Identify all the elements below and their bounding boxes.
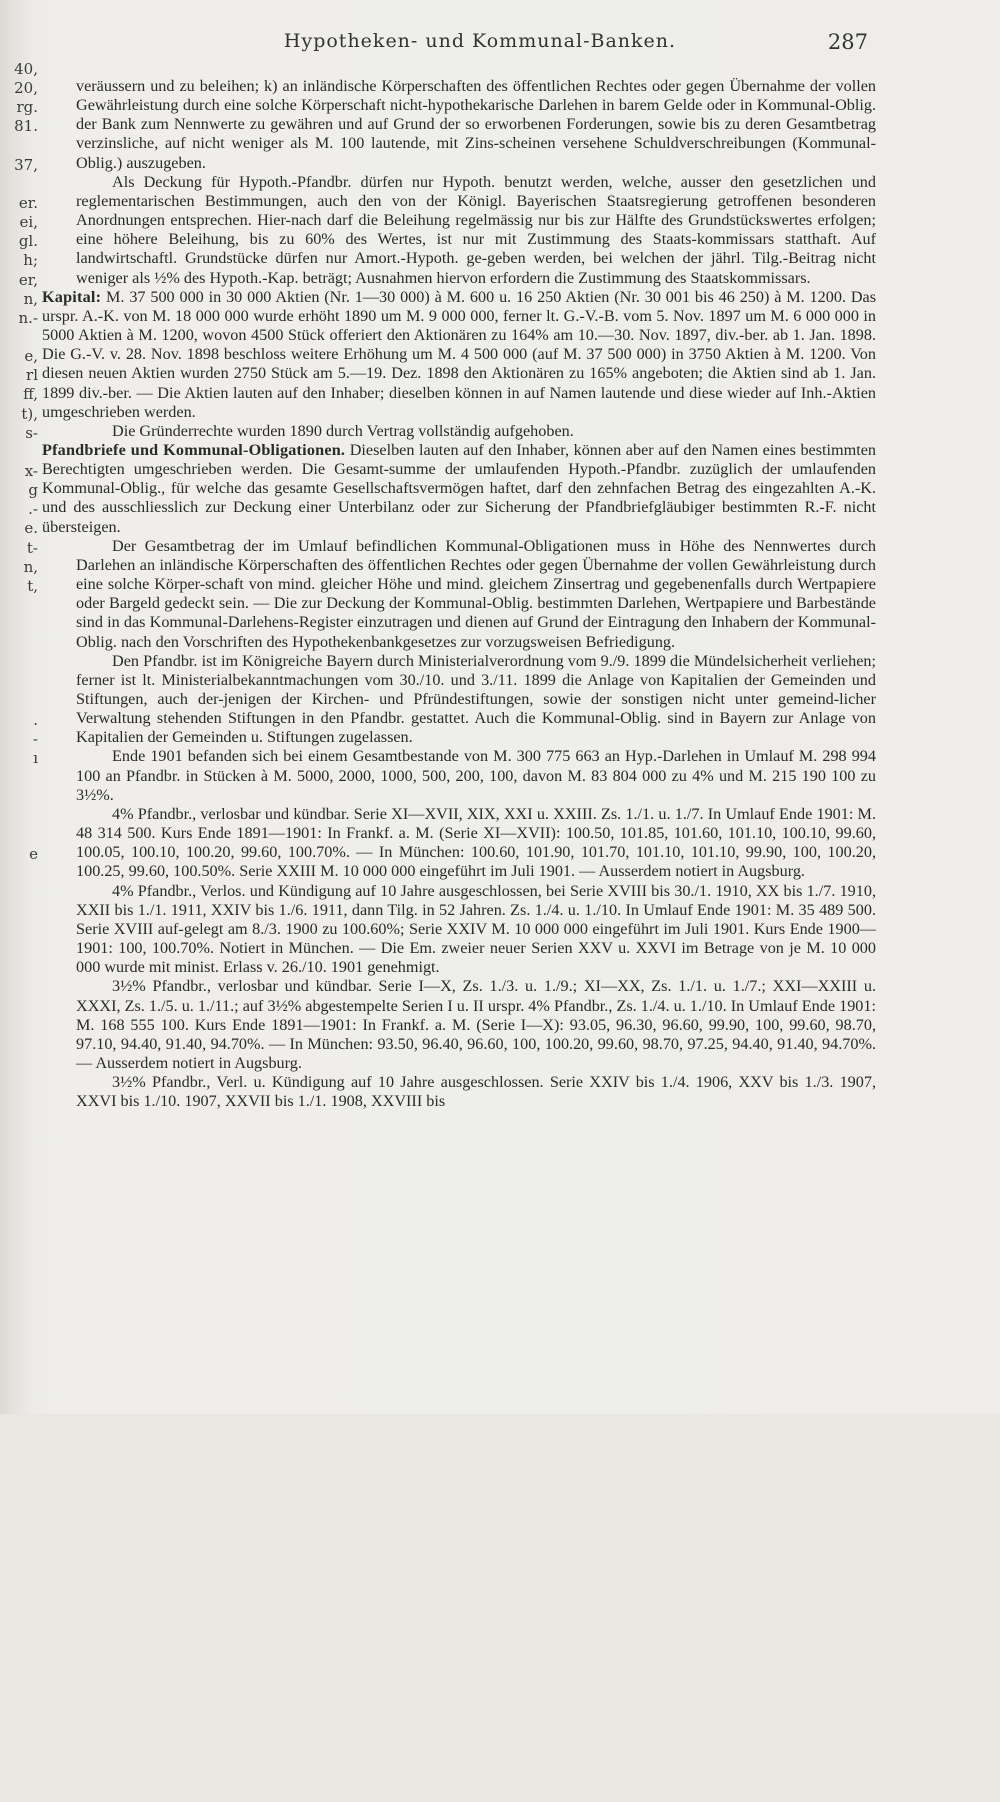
margin-fragment: g — [28, 481, 38, 500]
paragraph — [76, 537, 876, 652]
margin-fragment — [0, 692, 42, 711]
margin-fragment — [0, 1496, 42, 1515]
margin-fragment: er, — [18, 270, 38, 289]
paragraph-text: M. 37 500 000 in 30 000 Aktien (Nr. 1—30 000) à M. 600 u. 16 250 Aktien (Nr. 30 001 bis 46 250) à M. 1200. Das urspr. A.-K. von M. 18 000 000 wurde erhöht 1890 um M. 9 000 000, ferner lt. G.-V.-B. vom 5. Nov. 1897 um M. 6 000 000 in 5000 Aktien à M. 1200, wovon 4500 Stück offeriert den Aktionären zu 164% am 10.—30. Nov. 1897, div.-ber. ab 1. Jan. 1898. Die G.-V. v. 28. Nov. 1898 beschloss weitere Erhöhung um M. 4 500 000 (auf M. 37 500 000) in 3750 Aktien à M. 1200. Von diesen neuen Aktien wurden 2750 Stück am 5.—19. Dez. 1898 den Aktionären zu 165% angeboten; die Aktien sind ab 1. Jan. 1899 div.-ber. — Die Aktien lauten auf den Inhaber; dieselben können in auf Namen lautende und diese wieder auf Inh.-Aktien umgeschrieben werden. — [42, 287, 876, 421]
margin-fragment: rg. — [16, 98, 38, 117]
margin-fragment: 40, — [14, 60, 38, 78]
margin-fragment: n.- — [18, 308, 38, 327]
margin-fragment — [0, 1362, 42, 1381]
margin-fragment — [0, 1649, 42, 1668]
margin-fragment — [0, 1572, 42, 1591]
margin-fragment — [0, 768, 42, 787]
margin-fragment — [0, 921, 42, 940]
margin-fragment: s- — [25, 423, 38, 442]
margin-fragment — [0, 1381, 42, 1400]
margin-fragment: ff, — [23, 385, 38, 404]
paragraph-text: 3½% Pfandbr., verlosbar und kündbar. Serie I—X, Zs. 1./3. u. 1./9.; XI—XX, Zs. 1./1. u. 1./7.; XXI—XXIII u. XXXI, Zs. 1./5. u. 1./11.; auf 3½% abgestempelte Serien I u. II urspr. 4% Pfandbr., Zs. 1./4. u. 1./10. In Umlauf Ende 1901: M. 168 555 100. Kurs Ende 1891—1901: In Frankf. a. M. (Serie I—X): 93.05, 96.30, 96.60, 99.90, 100, 99.60, 98.70, 97.10, 94.40, 91.40, 94.70%. — In München: 93.50, 96.40, 96.60, 100, 100.20, 99.60, 98.70, 97.25, 94.40, 91.40, 94.70%. — Ausserdem notiert in Augsburg. — [76, 977, 876, 1072]
paragraph-text: 4% Pfandbr., Verlos. und Kündigung auf 10 Jahre ausgeschlossen, bei Serie XVIII bis 30./1. 1910, XX bis 1./7. 1910, XXII bis 1./1. 1911, XXIV bis 1./6. 1911, dann Tilg. in 52 Jahren. Zs. 1./4. u. 1./10. In Umlauf Ende 1901: M. 35 489 500. Serie XVIII auf-gelegt am 8./3. 1900 zu 100.60%; Serie XXIV M. 10 000 000 eingeführt im Juli 1901. Kurs Ende 1900—1901: 100, 100.70%. Notiert in München. — Die Em. zweier neuer Serien XXV u. XXVI im Betrage von je M. 10 000 000 wurde mit minist. Erlass v. 26./10. 1901 genehmigt. — [76, 881, 876, 977]
margin-fragment — [0, 1151, 42, 1170]
margin-fragment — [0, 1630, 42, 1649]
document-body — [42, 77, 876, 1111]
margin-fragment: 81. — [14, 117, 38, 136]
section-heading: Pfandbriefe und Kommunal-Obligationen. — [42, 440, 346, 459]
margin-fragment — [0, 175, 42, 194]
margin-fragment — [0, 1094, 42, 1113]
paragraph-text: 3½% Pfandbr., Verl. u. Kündigung auf 10 Jahre ausgeschlossen. Serie XXIV bis 1./4. 1906, XXV bis 1./3. 1907, XXVI bis 1./10. 1907, XXVII bis 1./1. 1908, XXVIII bis — [76, 1073, 876, 1111]
margin-fragment — [0, 1132, 42, 1151]
paragraph-text: Die Gründerrechte wurden 1890 durch Vertrag vollständig aufgehoben. — [112, 421, 574, 440]
margin-fragment — [0, 1400, 42, 1419]
margin-fragment: . — [33, 710, 38, 729]
margin-fragment — [0, 137, 42, 156]
margin-fragment — [0, 615, 42, 634]
paragraph — [76, 77, 876, 173]
section-heading: Kapital: — [42, 287, 102, 306]
margin-fragment: 20, — [14, 79, 38, 98]
margin-fragment: n, — [23, 289, 38, 308]
paragraph — [76, 652, 876, 748]
margin-fragment — [0, 1534, 42, 1553]
margin-fragment — [0, 998, 42, 1017]
paragraph-text: Den Pfandbr. ist im Königreiche Bayern durch Ministerialverordnung vom 9./9. 1899 die Mündelsicherheit verliehen; ferner ist lt. Ministerialbekanntmachungen vom 30./10. und 3./11. 1899 die Anlage von Kapitalien der Gemeinden und Stiftungen, auch der-jenigen der Kirchen- und Pfründestiftungen, sowie der sonstigen nicht unter gemeind-licher Verwaltung stehenden Stiftungen in den Pfandbr. gestattet. Auch die Kommunal-Oblig. sind in Bayern zur Anlage von Kapitalien der Gemeinden u. Stiftungen zugelassen. — [76, 651, 876, 747]
paragraph-text: Dieselben lauten auf den Inhaber, können aber auf den Namen eines bestimmten Berechtigten umgeschrieben werden. Die Gesamt-summe der umlaufenden Hypoth.-Pfandbr. zuzüglich der umlaufenden Kommunal-Oblig., für welche das gesamte Gesellschaftsvermögen haftet, darf den zehnfachen Betrag des eingezahlten A.-K. und des ausschliesslich zur Deckung einer Unterbilanz oder zur Sicherung der Pfandbriefgläubiger bestimmten R.-F. nicht übersteigen. — [42, 440, 876, 536]
margin-fragment — [0, 1419, 42, 1438]
margin-fragment — [0, 1515, 42, 1534]
margin-fragment — [0, 1074, 42, 1093]
paragraph — [76, 747, 876, 804]
margin-fragment — [0, 1668, 42, 1687]
margin-fragment — [0, 1457, 42, 1476]
margin-fragment — [0, 1744, 42, 1763]
margin-fragment — [0, 1113, 42, 1132]
margin-fragment: - — [32, 729, 38, 748]
margin-fragment — [0, 653, 42, 672]
margin-fragment — [0, 1610, 42, 1629]
margin-fragment: t- — [26, 538, 38, 557]
margin-fragment — [0, 1438, 42, 1457]
paragraph — [76, 173, 876, 288]
margin-fragment — [0, 1055, 42, 1074]
paragraph — [76, 882, 876, 978]
margin-fragment — [0, 443, 42, 462]
left-margin-fragments — [0, 60, 42, 1802]
margin-fragment: 37, — [14, 155, 38, 174]
paragraph — [76, 1073, 876, 1111]
margin-fragment — [0, 1285, 42, 1304]
margin-fragment: .- — [28, 500, 38, 519]
margin-fragment — [0, 1687, 42, 1706]
margin-fragment — [0, 1591, 42, 1610]
margin-fragment — [0, 1170, 42, 1189]
margin-fragment: t, — [27, 576, 38, 595]
running-title: Hypotheken- und Kommunal-Banken. — [283, 30, 677, 52]
margin-fragment — [0, 1725, 42, 1744]
margin-fragment: ı — [33, 749, 38, 768]
margin-fragment — [0, 806, 42, 825]
paragraph — [76, 977, 876, 1073]
margin-fragment — [0, 1036, 42, 1055]
margin-fragment — [0, 1476, 42, 1495]
margin-fragment: rl — [26, 366, 38, 385]
margin-fragment: e, — [24, 347, 38, 366]
margin-fragment — [0, 596, 42, 615]
margin-fragment — [0, 979, 42, 998]
paragraph-text: Ende 1901 befanden sich bei einem Gesamtbestande von M. 300 775 663 an Hyp.-Darlehen in Umlauf M. 298 994 100 an Pfandbr. in Stücken à M. 5000, 2000, 1000, 500, 200, 100, davon M. 83 804 000 zu 4% und M. 215 190 100 zu 3½%. — [76, 747, 876, 804]
margin-fragment — [0, 328, 42, 347]
margin-fragment — [0, 1706, 42, 1725]
paragraph-text: 4% Pfandbr., verlosbar und kündbar. Serie XI—XVII, XIX, XXI u. XXIII. Zs. 1./1. u. 1./7. In Umlauf Ende 1901: M. 48 314 500. Kurs Ende 1891—1901: In Frankf. a. M. (Serie XI—XVII): 100.50, 101.85, 101.60, 101.10, 100.10, 99.60, 100.05, 100.10, 100.20, 99.60, 100.70%. — In München: 100.60, 101.90, 101.70, 101.10, 101.10, 99.90, 100, 100.20, 100.25, 99.60, 100.50%. Serie XXIII M. 10 000 000 eingeführt im Juli 1901. — Ausserdem notiert in Augsburg. — [76, 804, 876, 881]
section-paragraph — [42, 288, 876, 422]
margin-fragment — [0, 883, 42, 902]
paragraph-text: Als Deckung für Hypoth.-Pfandbr. dürfen nur Hypoth. benutzt werden, welche, ausser den gesetzlichen und reglementarischen Bestimmungen, auch den von der Königl. Bayerischen Staatsregierung getroffenen besonderen Anordnungen entsprechen. Hier-nach darf die Beleihung regelmässig nur bis zur Hälfte des Grundstückswertes erfolgen; eine höhere Beleihung, bis zu 60% des Wertes, ist nur mit Zustimmung des Staats-kommissars statthaft. Auf landwirtschaftl. Grundstücke dürfen nur Amort.-Hypoth. ge-geben werden, bei welchen der jährl. Tilg.-Beitrag nicht weniger als ½% des Hypoth.-Kap. beträgt; Ausnahmen hiervon erfordern die Zustimmung des Staatskommissars. — [76, 172, 876, 287]
margin-fragment — [0, 673, 42, 692]
margin-fragment: n, — [23, 557, 38, 576]
paragraph-text: veräussern und zu beleihen; k) an inländische Körperschaften des öffentlichen Rechtes oder gegen Übernahme der vollen Gewährleistung durch eine solche Körperschaft nicht-hypothekarische Darlehen in barem Gelde oder in Kommunal-Oblig. der Bank zum Nennwerte zu gewähren und auf Grund der so erworbenen Forderungen, sowie bis zu deren Gesamtbetrag verzinsliche, auf nicht weniger als M. 100 lautende, mit Zins-scheinen versehene Schuldverschreibungen (Kommunal-Oblig.) auszugeben. — [76, 77, 876, 172]
margin-fragment — [0, 1189, 42, 1208]
margin-fragment — [0, 634, 42, 653]
page-header — [0, 30, 1000, 58]
margin-fragment: er. — [18, 193, 38, 212]
margin-fragment — [0, 1247, 42, 1266]
margin-fragment — [0, 1266, 42, 1285]
margin-fragment — [0, 864, 42, 883]
margin-fragment: e — [29, 844, 38, 863]
margin-fragment — [0, 1783, 42, 1802]
margin-fragment — [0, 940, 42, 959]
margin-fragment: ei, — [19, 213, 38, 232]
margin-fragment: t), — [21, 404, 38, 423]
margin-fragment — [0, 1342, 42, 1361]
paragraph — [76, 805, 876, 882]
margin-fragment — [0, 1553, 42, 1572]
margin-fragment — [0, 826, 42, 845]
margin-fragment — [0, 1764, 42, 1783]
paragraph — [76, 422, 876, 441]
margin-fragment — [0, 960, 42, 979]
margin-fragment — [0, 787, 42, 806]
margin-fragment — [0, 1208, 42, 1227]
section-paragraph — [42, 441, 876, 537]
margin-fragment — [0, 1017, 42, 1036]
margin-fragment — [0, 1323, 42, 1342]
margin-fragment — [0, 1228, 42, 1247]
margin-fragment: x- — [24, 461, 38, 480]
margin-fragment: e. — [24, 519, 38, 538]
margin-fragment — [0, 1304, 42, 1323]
margin-fragment: gl. — [18, 232, 38, 251]
margin-fragment: h; — [23, 251, 38, 270]
page-number: 287 — [827, 30, 868, 54]
margin-fragment — [0, 902, 42, 921]
paragraph-text: Der Gesamtbetrag der im Umlauf befindlichen Kommunal-Obligationen muss in Höhe des Nennwertes durch Darlehen an inländische Körperschaften des öffentlichen Rechtes oder gegen Übernahme der vollen Gewährleistung durch eine solche Körper-schaft von mind. gleicher Höhe und mind. gleichem Zinsertrag und gegebenenfalls durch Wertpapiere oder Bargeld gedeckt sein. — Die zur Deckung der Kommunal-Oblig. bestimmten Darlehen, Wertpapiere und Barbestände sind in das Kommunal-Darlehens-Register einzutragen und dienen auf Grund der Eintragung den Inhabern der Kommunal-Oblig. nach den Vorschriften des Hypothekenbankgesetzes zur vorzugsweisen Befriedigung. — [76, 536, 876, 651]
